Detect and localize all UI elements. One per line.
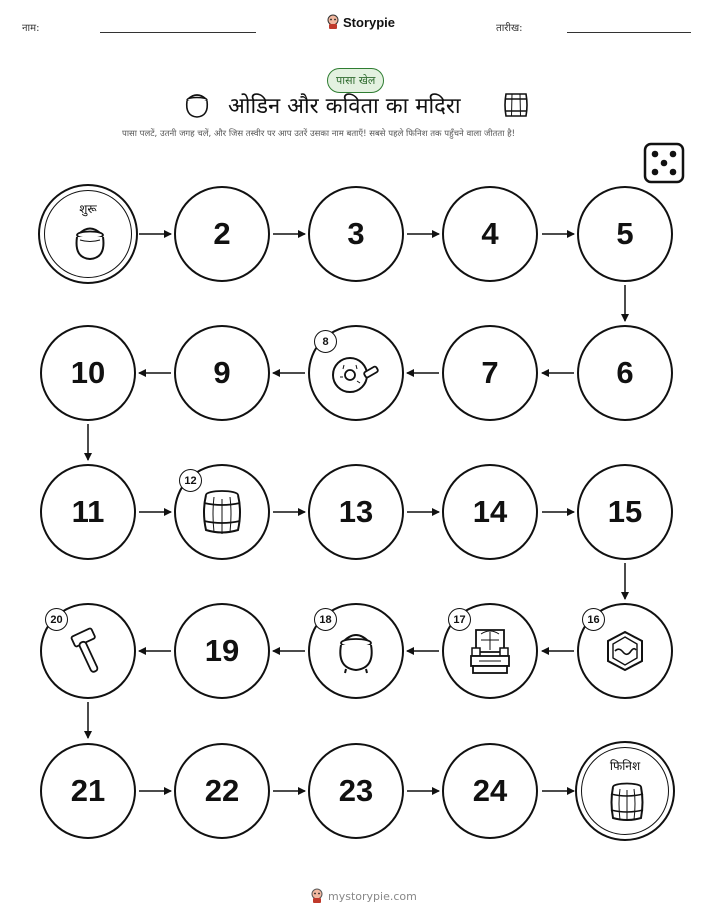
board-space-13 <box>308 464 404 560</box>
space-number: 19 <box>204 633 240 668</box>
board-space-4 <box>442 186 538 282</box>
board-space-14 <box>442 464 538 560</box>
game-type-tag: पासा खेल <box>327 68 384 93</box>
board-space-9 <box>174 325 270 421</box>
space-number-badge: 18 <box>314 608 337 631</box>
page-title: ओडिन और कविता का मदिरा <box>228 94 461 119</box>
space-number: 6 <box>616 355 634 390</box>
hammer-icon <box>68 626 108 676</box>
board-space-2 <box>174 186 270 282</box>
date-label: तारीख: <box>496 23 523 34</box>
space-number: 3 <box>347 216 365 251</box>
space-number-badge: 12 <box>179 469 202 492</box>
space-number: 10 <box>70 355 106 390</box>
space-number: 24 <box>472 773 508 808</box>
space-number: 22 <box>204 773 240 808</box>
board-space-22 <box>174 743 270 839</box>
board-space-21 <box>40 743 136 839</box>
brand-name: Storypie <box>343 14 396 30</box>
grinding-stone-icon <box>330 351 382 395</box>
barrel-icon <box>200 488 244 536</box>
space-number-badge: 17 <box>448 608 471 631</box>
space-number: 2 <box>213 216 231 251</box>
space-number: 7 <box>481 355 499 390</box>
board-space-19 <box>174 603 270 699</box>
space-number: 9 <box>213 355 231 390</box>
space-number: 21 <box>70 773 106 808</box>
board-space-5 <box>577 186 673 282</box>
board-space-15 <box>577 464 673 560</box>
honey-icon <box>604 629 646 673</box>
space-number: 11 <box>71 494 105 529</box>
barrel-icon <box>608 781 646 823</box>
board-space-7 <box>442 325 538 421</box>
board-space-3 <box>308 186 404 282</box>
board-space-11 <box>40 464 136 560</box>
pot-icon <box>70 222 110 262</box>
space-number-badge: 8 <box>314 330 337 353</box>
throne-icon <box>467 626 513 676</box>
footer-url[interactable]: mystorypie.com <box>328 889 417 903</box>
finish-label: फिनिश <box>609 759 641 773</box>
start-space <box>38 184 138 284</box>
board-space-23 <box>308 743 404 839</box>
finish-space <box>575 741 675 841</box>
space-number: 4 <box>481 216 499 251</box>
storypie-mascot-icon <box>310 888 324 904</box>
cauldron-icon <box>333 628 379 674</box>
name-label: नाम: <box>22 23 40 34</box>
space-number: 5 <box>616 216 634 251</box>
board-space-24 <box>442 743 538 839</box>
board-space-10 <box>40 325 136 421</box>
space-number: 13 <box>338 494 374 529</box>
start-label: शुरू <box>79 202 97 216</box>
instructions: पासा पलटें, उतनी जगह चलें, और जिस तस्वीर पर आप उतरें उसका नाम बताएँ! सबसे पहले फिनिश तक पहुँचने वाला जीतता है! <box>122 129 516 139</box>
space-number: 14 <box>472 494 508 529</box>
board-space-6 <box>577 325 673 421</box>
space-number-badge: 16 <box>582 608 605 631</box>
space-number: 23 <box>338 773 374 808</box>
space-number: 15 <box>607 494 643 529</box>
footer <box>310 888 417 904</box>
space-number-badge: 20 <box>45 608 68 631</box>
